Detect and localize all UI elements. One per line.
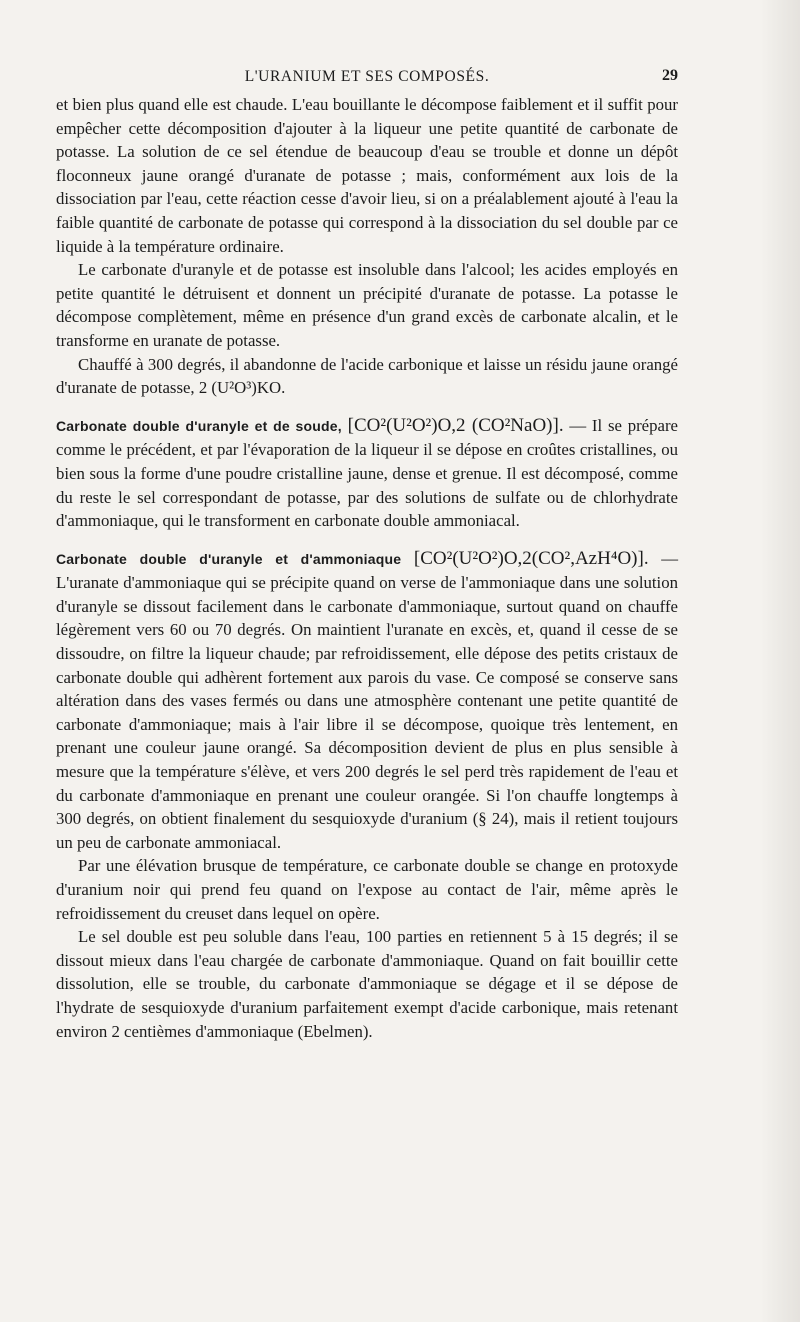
section-heading: Carbonate double d'uranyle et d'ammoniaque	[56, 550, 402, 567]
paragraph: et bien plus quand elle est chaude. L'eau bouillante le décompose faiblement et il suffit pour empêcher cette décomposition d'ajouter à la liqueur une petite quantité de carbonate de potasse. La solution de ce sel étendue de beaucoup d'eau se trouble et donne un dépôt floconneux jaune orangé d'uranate de potasse ; mais, conformément aux lois de la dissociation par l'eau, cette réaction cesse d'avoir lieu, si on a préalablement ajouté à l'eau la faible quantité de carbonate de potasse qui correspond à la dissociation du sel double par ce liquide à la température ordinaire.	[56, 95, 678, 256]
running-title: L'URANIUM ET SES COMPOSÉS.	[244, 68, 490, 85]
section-sodium-carbonate	[56, 414, 678, 533]
section-text: — Il se prépare comme le précédent, et par l'évaporation de la liqueur il se dépose en croûtes cristallines, ou bien sous la forme d'une poudre cristalline jaune, dense et grenue. Il est décomposé, comme du reste le sel correspondant de potasse, par des solutions de sulfate ou de chlorhydrate d'ammoniaque, qui le transforment en carbonate double ammoniacal.	[56, 415, 679, 531]
page-edge-shadow	[760, 0, 800, 1322]
body-text	[56, 93, 678, 1043]
paragraph: Le carbonate d'uranyle et de potasse est insoluble dans l'alcool; les acides employés en petite quantité le détruisent et donnent un précipité d'uranate de potasse. La potasse le décompose complètement, même en présence d'un grand excès de carbonate alcalin, et le transforme en uranate de potasse.	[56, 260, 678, 350]
page-number: 29	[662, 67, 678, 84]
paragraph: Le sel double est peu soluble dans l'eau, 100 parties en retiennent 5 à 15 degrés; il se dissout mieux dans l'eau chargée de carbonate d'ammoniaque. Quand on fait bouillir cette dissolution, elle se trouble, du carbonate d'ammoniaque se dégage et il se dépose de l'hydrate de sesquioxyde d'uranium parfaitement exempt d'acide carbonique, mais retenant environ 2 centièmes d'ammoniaque (Ebelmen).	[56, 927, 678, 1041]
paragraph: Par une élévation brusque de température, ce carbonate double se change en protoxyde d'uranium noir qui prend feu quand on l'expose au contact de l'air, même après le refroidissement du creuset dans lequel on opère.	[56, 856, 678, 923]
chemical-formula: [CO²(U²O²)O,2(CO²,AzH⁴O)].	[413, 547, 649, 569]
section-ammonium-carbonate	[56, 547, 678, 855]
section-heading: Carbonate double d'uranyle et de soude,	[56, 417, 342, 434]
chemical-formula: [CO²(U²O²)O,2 (CO²NaO)].	[347, 414, 564, 436]
section-text: — L'uranate d'ammoniaque qui se précipite quand on verse de l'ammoniaque dans une solution d'uranyle se dissout facilement dans le carbonate d'ammoniaque, surtout quand on chauffe légèrement vers 60 ou 70 degrés. On maintient l'uranate en excès, et, quand il cesse de se dissoudre, on filtre la liqueur chaude; par refroidissement, elle dépose des petits cristaux de carbonate double qui adhèrent fortement aux parois du vase. Ce composé se conserve sans altération dans des vases fermés ou dans une atmosphère contenant une petite quantité de carbonate d'ammoniaque; mais à l'air libre il se décompose, quoique très lentement, en prenant une couleur jaune orangé. Sa décomposition devient de plus en plus sensible à mesure que la température s'élève, et vers 200 degrés le sel perd très rapidement de l'eau et du carbonate d'ammoniaque en prenant une couleur orangée. Si l'on chauffe longtemps à 300 degrés, on obtient finalement du sesquioxyde d'uranium (§ 24), mais il retient toujours un peu de carbonate ammoniacal.	[56, 548, 679, 852]
page-header	[56, 64, 678, 90]
paragraph: Chauffé à 300 degrés, il abandonne de l'acide carbonique et laisse un résidu jaune orangé d'uranate de potasse, 2 (U²O³)KO.	[56, 354, 678, 398]
